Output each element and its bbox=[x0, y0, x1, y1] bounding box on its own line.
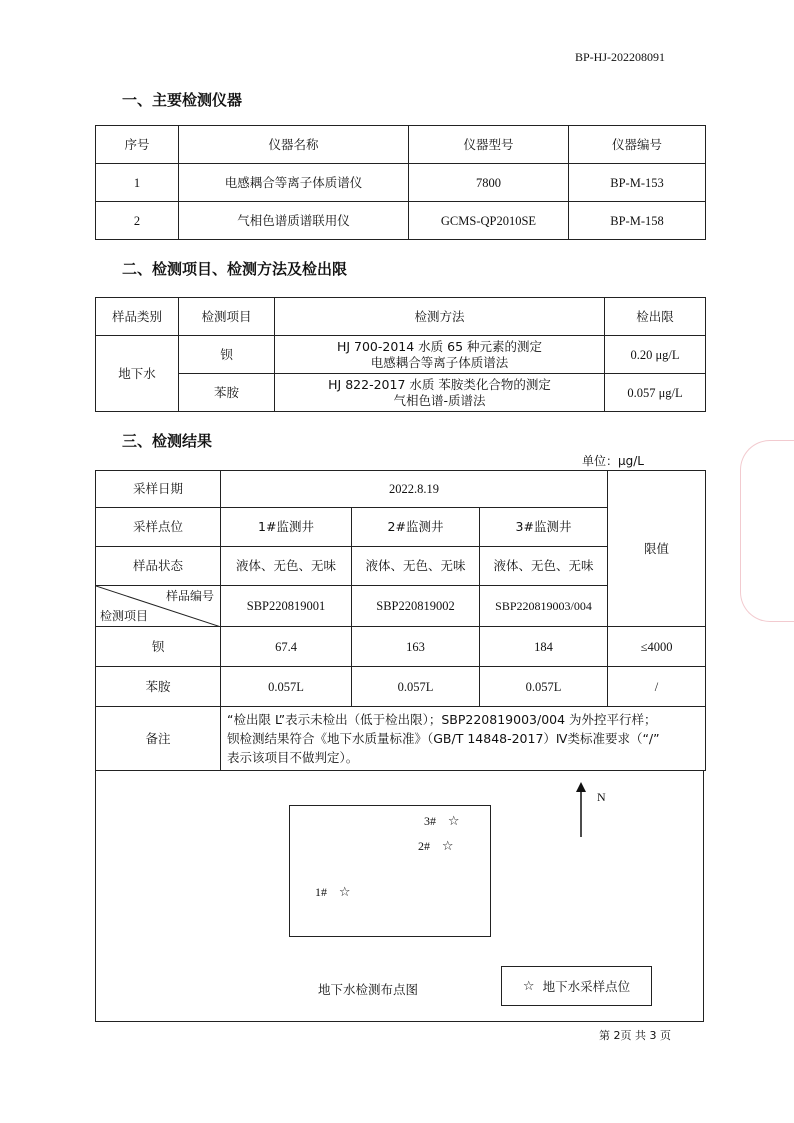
method-line: HJ 822-2017 水质 苯胺类化合物的测定 bbox=[328, 376, 551, 392]
star-icon: ☆ bbox=[338, 885, 351, 900]
table-cell: 1#监测井 bbox=[221, 508, 352, 547]
table-row bbox=[96, 667, 706, 707]
header-cell: 检测项目 bbox=[179, 298, 275, 336]
site-map-box bbox=[95, 770, 704, 1022]
table-row bbox=[96, 627, 706, 667]
page-number: 第 2页 共 3 页 bbox=[599, 1029, 671, 1042]
table-cell: 1 bbox=[96, 164, 179, 202]
table-cell: 67.4 bbox=[221, 627, 352, 667]
header-cell: 样品类别 bbox=[96, 298, 179, 336]
row-label: 样品状态 bbox=[96, 547, 221, 586]
document-number: BP-HJ-202208091 bbox=[575, 50, 666, 64]
method-cell bbox=[275, 374, 605, 412]
test-item-label: 检测项目 bbox=[100, 609, 149, 623]
table-cell: 液体、无色、无味 bbox=[480, 547, 608, 586]
star-icon: ☆ bbox=[447, 814, 460, 829]
remark-line: 表示该项目不做判定）。 bbox=[227, 750, 359, 765]
method-cell bbox=[275, 336, 605, 374]
row-label: 苯胺 bbox=[96, 667, 221, 707]
table-cell: 2 bbox=[96, 202, 179, 240]
row-label: 钡 bbox=[96, 627, 221, 667]
seal-stamp-fragment bbox=[740, 440, 794, 622]
remark-cell bbox=[221, 707, 706, 771]
table-cell: 163 bbox=[352, 627, 480, 667]
sample-category-cell: 地下水 bbox=[96, 336, 179, 412]
table-cell: 液体、无色、无味 bbox=[352, 547, 480, 586]
row-label: 备注 bbox=[96, 707, 221, 771]
method-line: 气相色谱-质谱法 bbox=[393, 392, 486, 408]
table-header-row bbox=[96, 126, 706, 164]
unit-label: 单位：μg/L bbox=[582, 454, 644, 468]
section1-title: 一、主要检测仪器 bbox=[122, 91, 243, 109]
remark-line: 钡检测结果符合《地下水质量标准》（GB/T 14848-2017）Ⅳ类标准要求（“/” bbox=[227, 731, 660, 746]
table-cell: 0.057 μg/L bbox=[605, 374, 706, 412]
section3-title: 三、检测结果 bbox=[122, 432, 213, 450]
limit-value-header: 限值 bbox=[608, 471, 706, 627]
table-cell: ≤4000 bbox=[608, 627, 706, 667]
header-cell: 检出限 bbox=[605, 298, 706, 336]
method-line: HJ 700-2014 水质 65 种元素的测定 bbox=[336, 338, 543, 354]
method-table bbox=[95, 297, 706, 412]
table-cell: 液体、无色、无味 bbox=[221, 547, 352, 586]
header-cell: 仪器名称 bbox=[179, 126, 409, 164]
method-line: 电感耦合等离子体质谱法 bbox=[370, 354, 509, 370]
table-row bbox=[96, 164, 706, 202]
remark-line: “检出限 L”表示未检出（低于检出限）；SBP220819003/004 为外控平行样； bbox=[227, 712, 657, 727]
map-point-1 bbox=[315, 885, 350, 900]
table-row bbox=[96, 471, 706, 508]
diagonal-header-cell bbox=[96, 586, 221, 627]
sample-id-label: 样品编号 bbox=[165, 589, 214, 603]
table-cell: 电感耦合等离子体质谱仪 bbox=[179, 164, 409, 202]
point-label: 3# bbox=[424, 814, 436, 828]
table-cell: 184 bbox=[480, 627, 608, 667]
north-arrow-icon bbox=[574, 782, 588, 838]
table-cell: 0.057L bbox=[352, 667, 480, 707]
table-cell: 0.057L bbox=[221, 667, 352, 707]
table-cell: 3#监测井 bbox=[480, 508, 608, 547]
table-row bbox=[96, 336, 706, 374]
table-cell: 苯胺 bbox=[179, 374, 275, 412]
map-caption: 地下水检测布点图 bbox=[318, 982, 419, 997]
header-cell: 仪器编号 bbox=[569, 126, 706, 164]
results-table bbox=[95, 470, 706, 771]
legend-label: 地下水采样点位 bbox=[542, 979, 631, 994]
map-point-3 bbox=[424, 814, 459, 829]
point-label: 2# bbox=[418, 839, 430, 853]
header-cell: 仪器型号 bbox=[409, 126, 569, 164]
table-cell: 2#监测井 bbox=[352, 508, 480, 547]
table-row bbox=[96, 707, 706, 771]
table-cell: 气相色谱质谱联用仪 bbox=[179, 202, 409, 240]
star-icon: ☆ bbox=[441, 839, 454, 854]
map-legend bbox=[501, 966, 652, 1006]
star-icon: ☆ bbox=[522, 978, 535, 994]
table-row bbox=[96, 202, 706, 240]
table-cell: 7800 bbox=[409, 164, 569, 202]
header-cell: 检测方法 bbox=[275, 298, 605, 336]
map-point-2 bbox=[418, 839, 453, 854]
instrument-table bbox=[95, 125, 706, 240]
table-cell: GCMS-QP2010SE bbox=[409, 202, 569, 240]
table-cell: SBP220819001 bbox=[221, 586, 352, 627]
row-label: 采样日期 bbox=[96, 471, 221, 508]
table-cell: / bbox=[608, 667, 706, 707]
header-cell: 序号 bbox=[96, 126, 179, 164]
site-outline bbox=[289, 805, 491, 937]
point-label: 1# bbox=[315, 885, 327, 899]
table-cell: BP-M-158 bbox=[569, 202, 706, 240]
table-cell: BP-M-153 bbox=[569, 164, 706, 202]
sampling-date-value: 2022.8.19 bbox=[221, 471, 608, 508]
row-label: 采样点位 bbox=[96, 508, 221, 547]
table-cell: SBP220819003/004 bbox=[480, 586, 608, 627]
table-cell: SBP220819002 bbox=[352, 586, 480, 627]
north-label: N bbox=[597, 790, 606, 804]
table-cell: 0.057L bbox=[480, 667, 608, 707]
table-row bbox=[96, 374, 706, 412]
table-header-row bbox=[96, 298, 706, 336]
section2-title: 二、检测项目、检测方法及检出限 bbox=[122, 260, 348, 278]
table-cell: 0.20 μg/L bbox=[605, 336, 706, 374]
table-cell: 钡 bbox=[179, 336, 275, 374]
